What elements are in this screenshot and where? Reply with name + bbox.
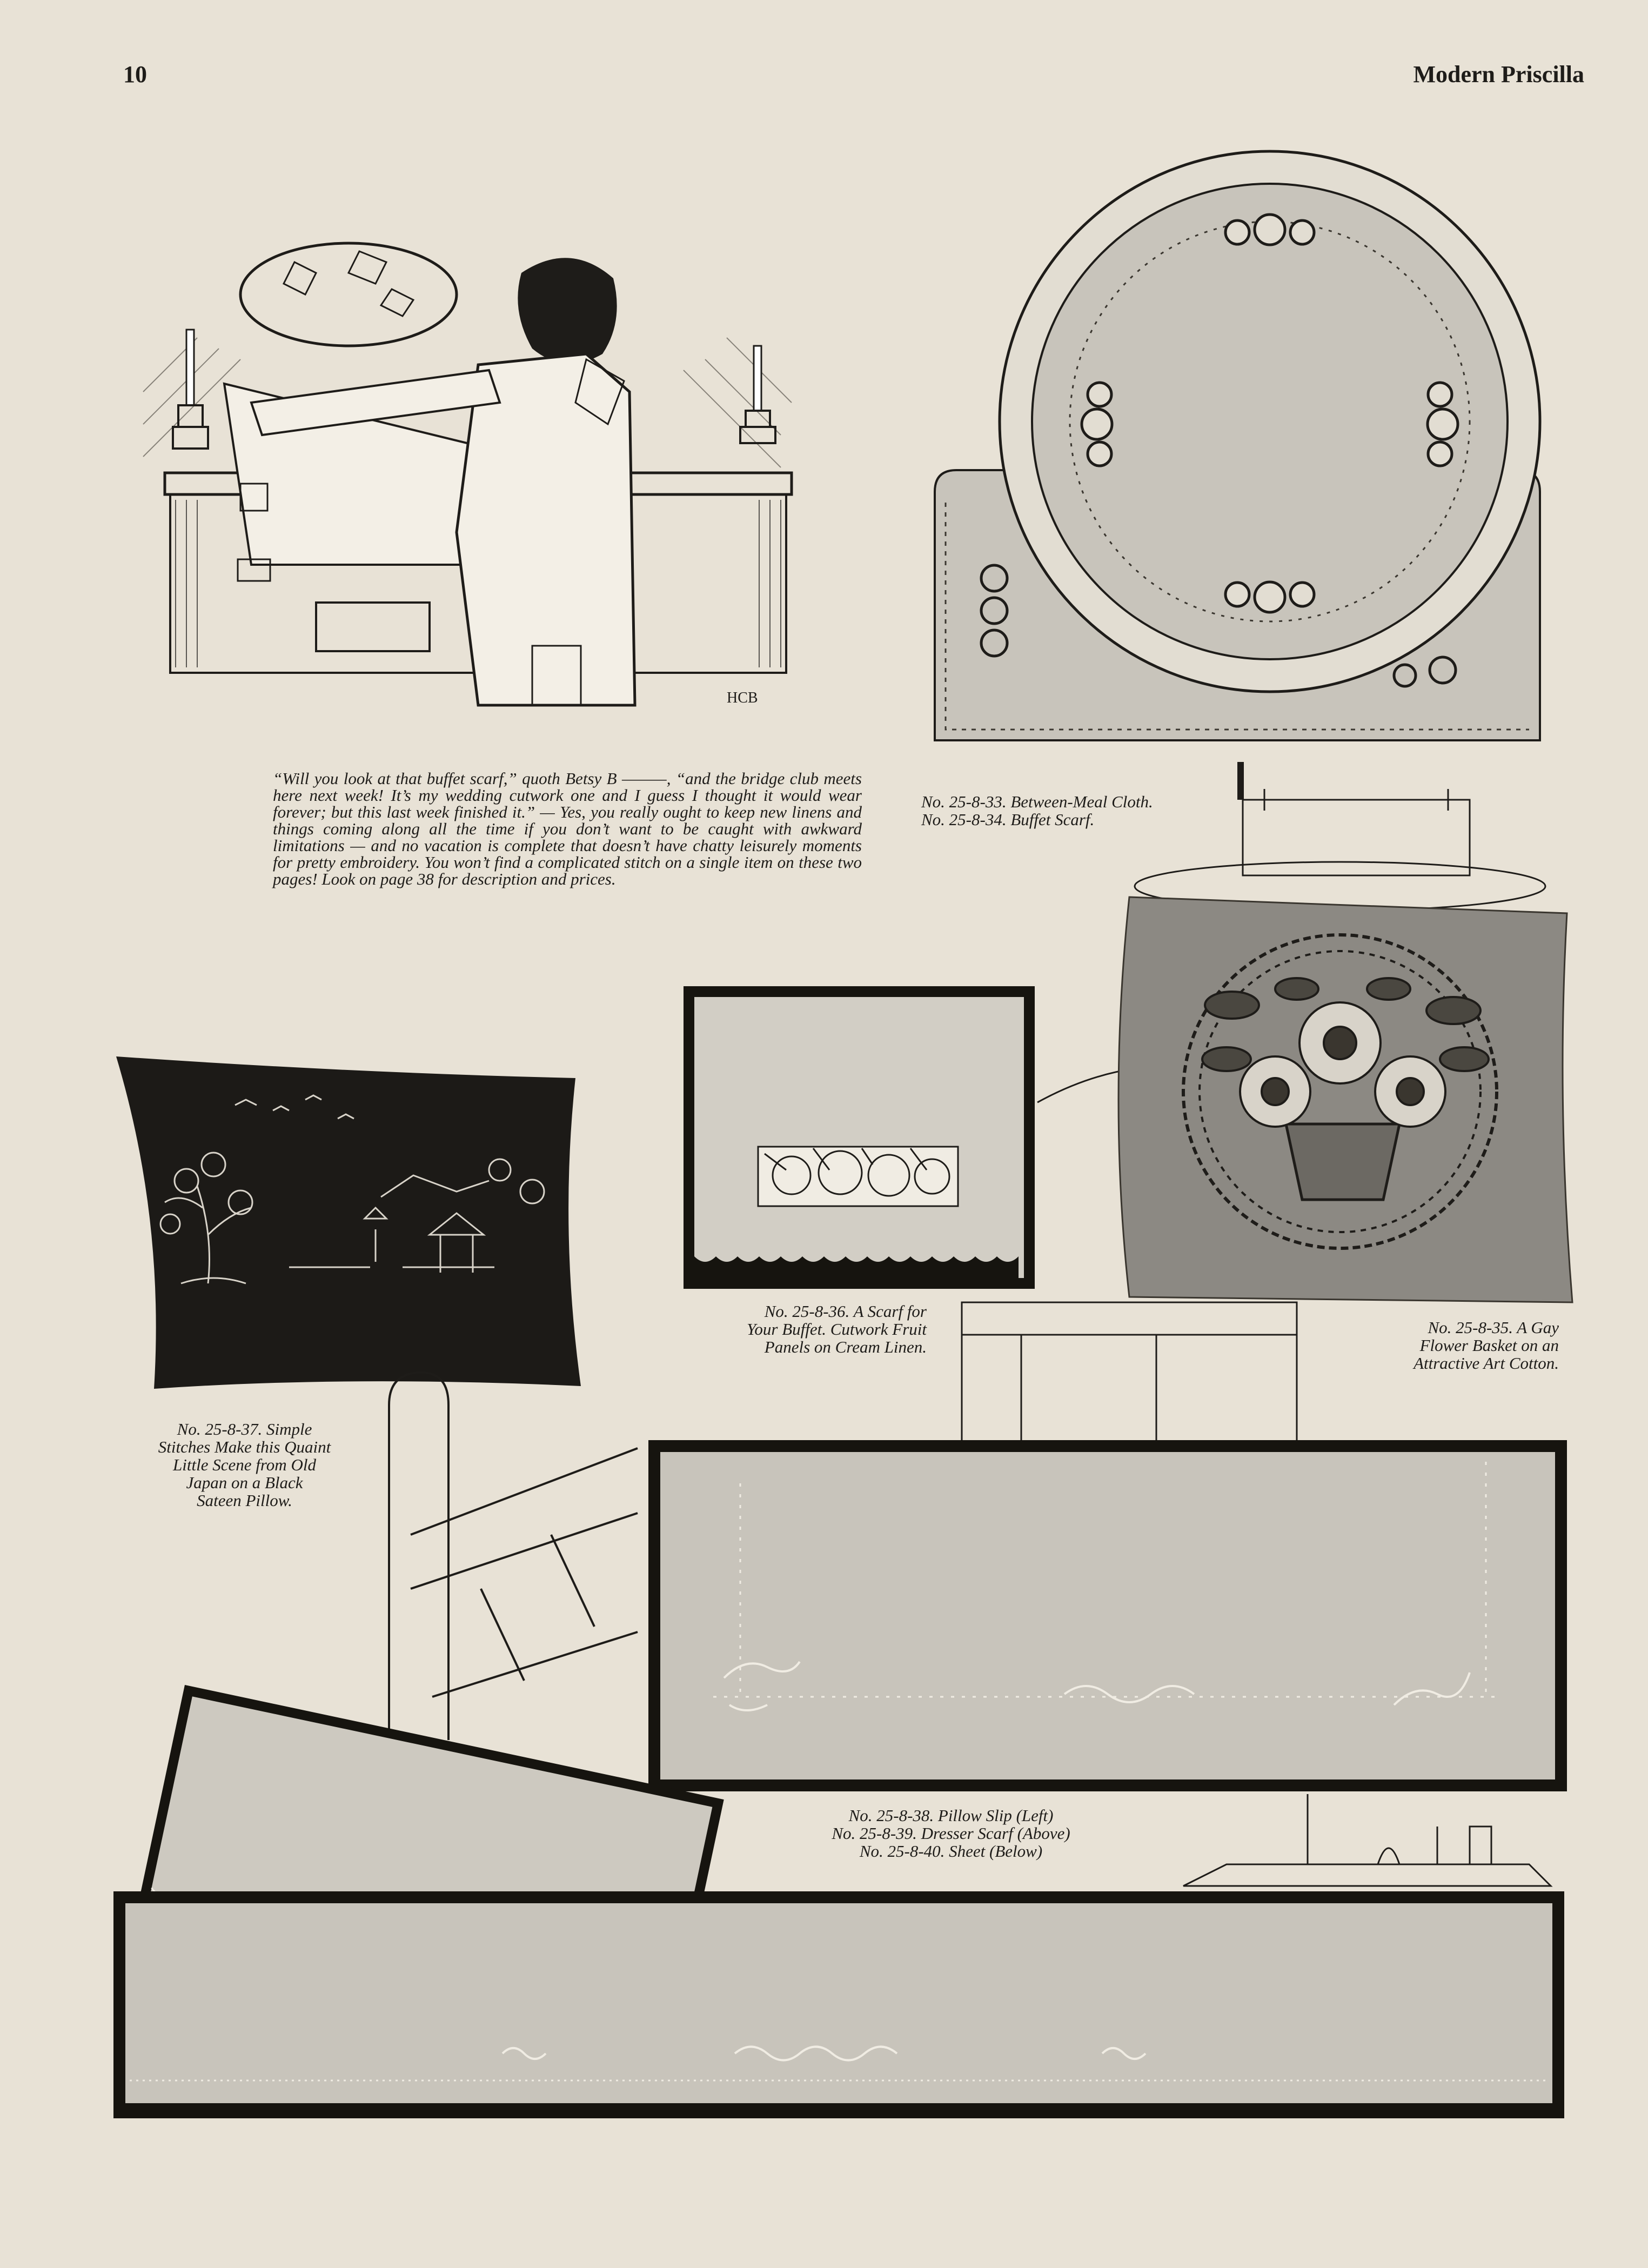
between-meal-cloth-illustration [902, 135, 1578, 805]
caption-cutwork-scarf [686, 1302, 927, 1356]
caption-line: Japan on a Black [186, 1473, 303, 1492]
caption-line: Flower Basket on an [1419, 1336, 1559, 1355]
bed-line-drawing [373, 1362, 654, 1740]
caption-line: Panels on Cream Linen. [764, 1337, 927, 1356]
woman-with-scarf-illustration [132, 230, 816, 711]
caption-line: No. 25-8-39. Dresser Scarf (Above) [832, 1824, 1070, 1843]
caption-flower-basket [1351, 1319, 1559, 1372]
caption-line: No. 25-8-37. Simple [177, 1420, 312, 1439]
cutwork-scarf-photo [684, 986, 1035, 1289]
intro-paragraph: “Will you look at that buffet scarf,” quoth Betsy B ———, “and the bridge club meets here next week! It’s my wedding cutwork one and I guess I thought it would wear forever; but this last week finished it.” — Yes, you really ought to keep new linens and things coming along all the time if you don’t want to be caught with awkward limitations — and no vacation is complete that doesn’t have chatty leisurely moments for pretty embroidery. You won’t find a complicated stitch on a single item on these two pages! Look on page 38 for description and prices. [273, 769, 862, 888]
side-table-sketch [1183, 1794, 1572, 1902]
page-number: 10 [123, 61, 147, 88]
caption-line: No. 25-8-40. Sheet (Below) [859, 1842, 1043, 1861]
caption-black-pillow [116, 1420, 373, 1509]
caption-line: Stitches Make this Quaint [158, 1437, 331, 1456]
flower-basket-pillow [1108, 897, 1578, 1308]
caption-line: No. 25-8-36. A Scarf for [764, 1302, 927, 1321]
dresser-scarf-photo [648, 1440, 1567, 1791]
caption-line: No. 25-8-34. Buffet Scarf. [921, 810, 1095, 829]
caption-line: Little Scene from Old [173, 1455, 316, 1474]
black-sateen-pillow [111, 1056, 584, 1394]
magazine-title: Modern Priscilla [1413, 61, 1584, 88]
sheet-photo [113, 1891, 1564, 2118]
caption-line: No. 25-8-38. Pillow Slip (Left) [848, 1806, 1054, 1825]
caption-line: Your Buffet. Cutwork Fruit [746, 1320, 927, 1339]
caption-line: No. 25-8-33. Between-Meal Cloth. [921, 792, 1153, 811]
svg-text:HCB: HCB [727, 690, 758, 706]
caption-bed-linens [756, 1807, 1145, 1860]
caption-line: No. 25-8-35. A Gay [1428, 1318, 1559, 1337]
caption-line: Attractive Art Cotton. [1413, 1354, 1559, 1373]
caption-line: Sateen Pillow. [197, 1491, 292, 1510]
